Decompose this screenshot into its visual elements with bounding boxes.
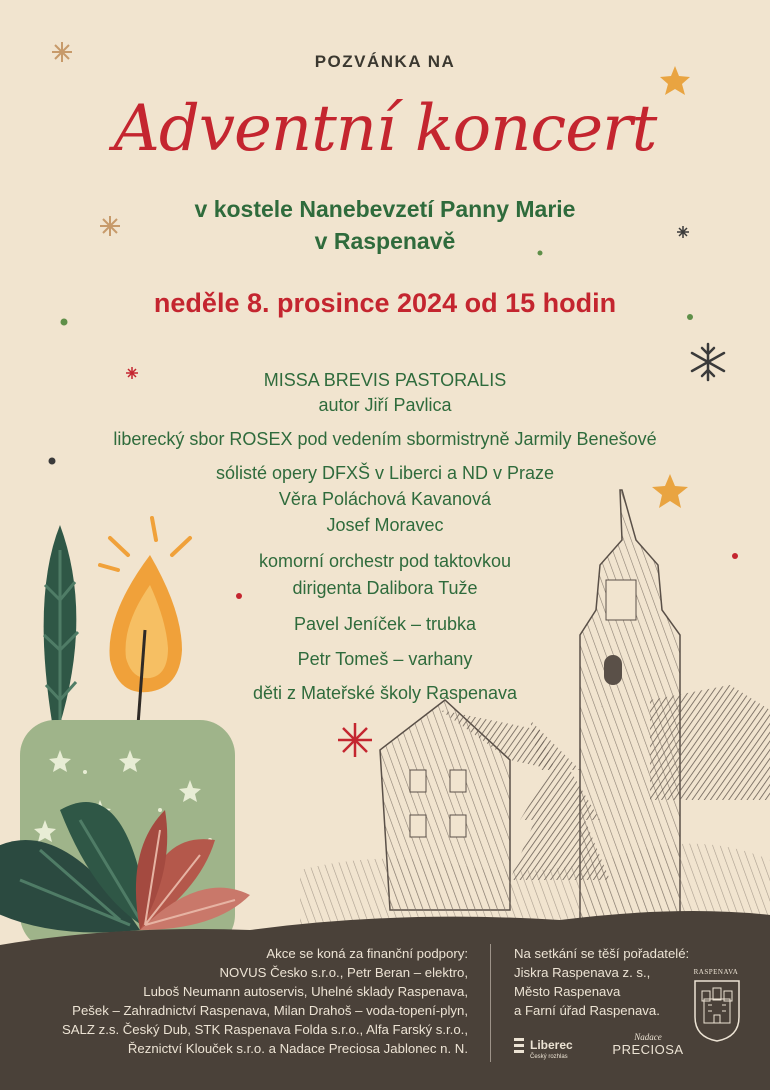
venue-line-2: v Raspenavě (314, 228, 456, 254)
crest-icon (692, 979, 742, 1043)
organizers-line: Na setkání se těší pořadatelé: (514, 946, 690, 961)
crest-label: RASPENAVA (693, 968, 739, 976)
sponsors-line: Řeznictví Klouček s.r.o. a Nadace Preciosa Jablonec n. N. (127, 1041, 468, 1056)
event-date: neděle 8. prosince 2024 od 15 hodin (153, 288, 617, 318)
page-title: Adventní koncert (113, 92, 657, 166)
dot-icon (61, 319, 68, 326)
program-item: Věra Poláchová Kavanová (278, 489, 492, 509)
candle-illustration (0, 510, 260, 950)
program-item: Petr Tomeš – varhany (297, 649, 473, 669)
snowflake-icon (692, 344, 724, 380)
liberec-logo-subtext: Český rozhlas (530, 1054, 568, 1060)
program-item: Pavel Jeníček – trubka (293, 614, 477, 634)
preciosa-logo (608, 1032, 688, 1066)
organizers-line: Jiskra Raspenava z. s., (514, 965, 651, 980)
nadace-text: Nadace (634, 1032, 662, 1042)
program-item: Josef Moravec (326, 515, 444, 535)
program-item: liberecký sbor ROSEX pod vedením sbormistryně Jarmily Benešové (113, 429, 657, 449)
sponsors-line: Akce se koná za finanční podpory: (266, 946, 468, 961)
organizers-line: Město Raspenava (514, 984, 621, 999)
sponsors-line: Luboš Neumann autoservis, Uhelné sklady Raspenava, (143, 984, 468, 999)
liberec-logo (514, 1036, 594, 1070)
invite-label: POZVÁNKA NA (314, 52, 456, 71)
dot-icon (49, 458, 56, 465)
sponsors-line: NOVUS Česko s.r.o., Petr Beran – elektro, (219, 965, 468, 980)
sponsors-line: SALZ z.s. Český Dub, STK Raspenava Folda s.r.o., Alfa Farský s.r.o., (61, 1022, 468, 1037)
liberec-logo-text: Liberec (530, 1038, 573, 1052)
program-item: komorní orchestr pod taktovkou (258, 551, 512, 571)
program-item: MISSA BREVIS PASTORALIS (263, 370, 507, 390)
program-item: sólisté opery DFXŠ v Liberci a ND v Praze (215, 463, 555, 483)
venue-line-1: v kostele Nanebevzetí Panny Marie (194, 196, 576, 222)
program-item: dirigenta Dalibora Tuže (292, 578, 478, 598)
program-item: děti z Mateřské školy Raspenava (252, 683, 518, 703)
program-item: autor Jiří Pavlica (318, 395, 452, 415)
footer-divider (490, 944, 491, 1062)
preciosa-text: PRECIOSA (612, 1042, 684, 1057)
organizers-line: a Farní úřad Raspenava. (514, 1003, 660, 1018)
sponsors-block (40, 944, 468, 1058)
sparkle-icon (126, 367, 138, 379)
sponsors-line: Pešek – Zahradnictví Raspenava, Milan Drahoš – voda-topení-plyn, (72, 1003, 468, 1018)
